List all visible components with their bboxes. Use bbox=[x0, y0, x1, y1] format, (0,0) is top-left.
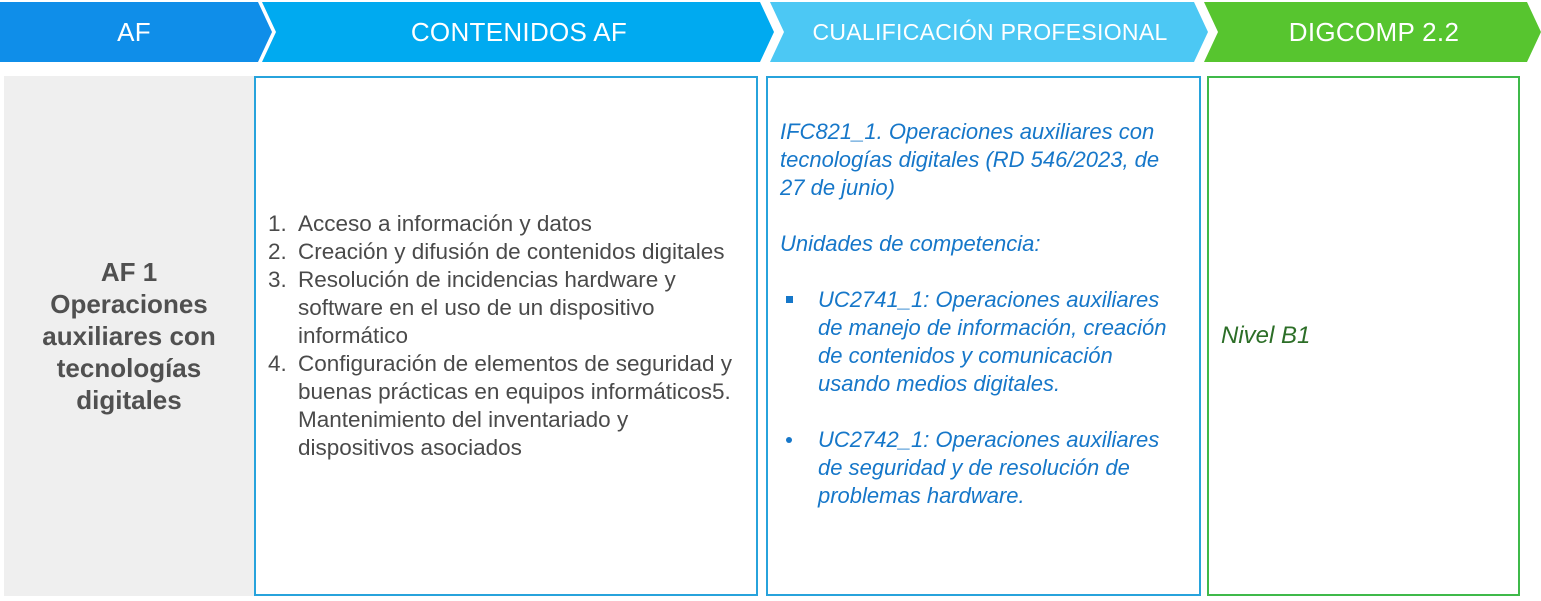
contenidos-header: CONTENIDOS AF bbox=[410, 16, 628, 47]
contenidos-column bbox=[254, 76, 758, 596]
list-item bbox=[780, 426, 1185, 510]
qualification-title: IFC821_1. Operaciones auxiliares con tecnologías digitales (RD 546/2023, de 27 de junio) bbox=[780, 119, 1160, 200]
digcomp-header: DIGCOMP 2.2 bbox=[1288, 16, 1460, 47]
list-item: Resolución de incidencias hardware y software en el uso de un dispositivo informático bbox=[298, 267, 676, 348]
list-item: Configuración de elementos de seguridad y buenas prácticas en equipos informáticos5. Mantenimiento del inventariado y dispositivos asociados bbox=[298, 351, 733, 460]
unit-text: UC2741_1: Operaciones auxiliares de manejo de información, creación de contenidos y comunicación usando medios digitales. bbox=[818, 287, 1167, 396]
cualificacion-column bbox=[766, 76, 1201, 596]
digcomp-column bbox=[1207, 76, 1520, 596]
af-header: AF bbox=[117, 16, 151, 47]
list-item: Acceso a información y datos bbox=[298, 211, 592, 236]
af-title-line: tecnologías bbox=[56, 353, 202, 383]
cualificacion-header: CUALIFICACIÓN PROFESIONAL bbox=[812, 18, 1168, 45]
competency-units-list bbox=[780, 286, 1185, 510]
header-bar bbox=[0, 2, 1541, 62]
digcomp-level: Nivel B1 bbox=[1221, 322, 1311, 349]
af-title bbox=[42, 256, 215, 416]
af-title-line: Operaciones bbox=[50, 289, 208, 319]
af-title-line: AF 1 bbox=[100, 257, 158, 287]
af-title-line: auxiliares con bbox=[42, 321, 216, 351]
list-item: Creación y difusión de contenidos digitales bbox=[298, 239, 725, 264]
contenidos-list bbox=[256, 210, 748, 462]
competency-units-heading: Unidades de competencia: bbox=[780, 231, 1041, 256]
af-title-line: digitales bbox=[76, 385, 182, 415]
list-item bbox=[780, 286, 1185, 398]
af-column bbox=[4, 76, 254, 596]
unit-text: UC2742_1: Operaciones auxiliares de seguridad y de resolución de problemas hardware. bbox=[818, 427, 1160, 508]
